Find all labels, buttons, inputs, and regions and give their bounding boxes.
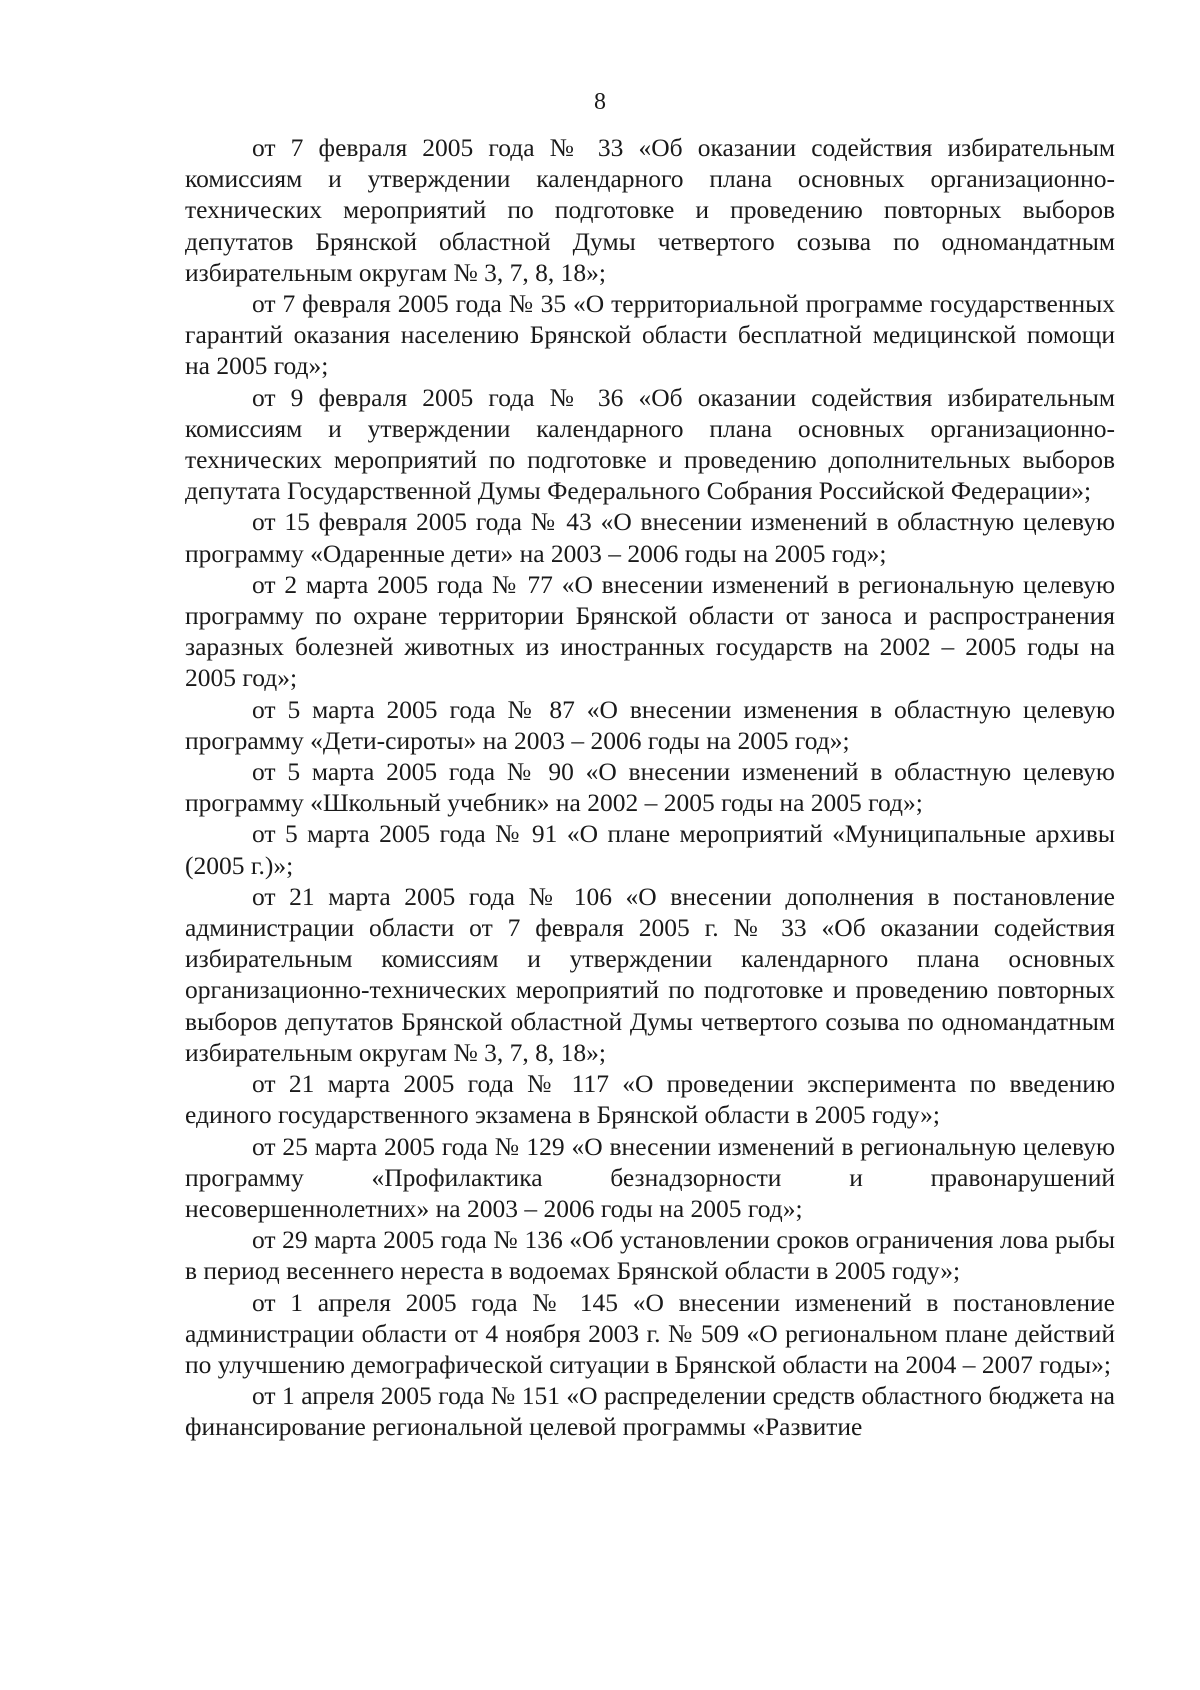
paragraph-resolution: от 1 апреля 2005 года № 151 «О распределении средств областного бюджета на финансирование региональной целевой программы «Развитие (185, 1381, 1115, 1442)
paragraph-resolution: от 25 марта 2005 года № 129 «О внесении изменений в региональную целевую программу «Профилактика безнадзорности и правонарушений несовершеннолетних» на 2003 – 2006 годы на 2005 год»; (185, 1131, 1115, 1223)
paragraph-resolution: от 21 марта 2005 года № 117 «О проведении эксперимента по введению единого государственного экзамена в Брянской области в 2005 году»; (185, 1069, 1115, 1130)
paragraph-resolution: от 5 марта 2005 года № 91 «О плане мероприятий «Муниципальные архивы (2005 г.)»; (185, 819, 1115, 880)
paragraph-resolution: от 15 февраля 2005 года № 43 «О внесении изменений в областную целевую программу «Одаренные дети» на 2003 – 2006 годы на 2005 год»; (185, 507, 1115, 568)
paragraph-resolution: от 7 февраля 2005 года № 33 «Об оказании содействия избирательным комиссиям и утверждении календарного плана основных организационно-технических мероприятий по подготовке и проведению повторных выборов депутатов Брянской областной Думы четвертого созыва по одномандатным избирательным округам № 3, 7, 8, 18»; (185, 133, 1115, 287)
page-number: 8 (594, 89, 606, 115)
paragraph-resolution: от 2 марта 2005 года № 77 «О внесении изменений в региональную целевую программу по охране территории Брянской области от заноса и распространения заразных болезней животных из иностранных государств на 2002 – 2005 годы на 2005 год»; (185, 569, 1115, 693)
document-body (185, 132, 1115, 1443)
paragraph-resolution: от 1 апреля 2005 года № 145 «О внесении изменений в постановление администрации области от 4 ноября 2003 г. № 509 «О региональном плане действий по улучшению демографической ситуации в Брянской области на 2004 – 2007 годы»; (185, 1287, 1115, 1379)
paragraph-resolution: от 5 марта 2005 года № 87 «О внесении изменения в областную целевую программу «Дети-сироты» на 2003 – 2006 годы на 2005 год»; (185, 694, 1115, 755)
paragraph-resolution: от 7 февраля 2005 года № 35 «О территориальной программе государственных гарантий оказания населению Брянской области бесплатной медицинской помощи на 2005 год»; (185, 289, 1115, 381)
paragraph-resolution: от 29 марта 2005 года № 136 «Об установлении сроков ограничения лова рыбы в период весеннего нереста в водоемах Брянской области в 2005 году»; (185, 1225, 1115, 1286)
paragraph-resolution: от 5 марта 2005 года № 90 «О внесении изменений в областную целевую программу «Школьный учебник» на 2002 – 2005 годы на 2005 год»; (185, 757, 1115, 818)
paragraph-resolution: от 9 февраля 2005 года № 36 «Об оказании содействия избирательным комиссиям и утверждении календарного плана основных организационно-технических мероприятий по подготовке и проведению дополнительных выборов депутата Государственной Думы Федерального Собрания Российской Федерации»; (185, 382, 1115, 506)
paragraph-resolution: от 21 марта 2005 года № 106 «О внесении дополнения в постановление администрации области от 7 февраля 2005 г. № 33 «Об оказании содействия избирательным комиссиям и утверждении календарного плана основных организационно-технических мероприятий по подготовке и проведению повторных выборов депутатов Брянской областной Думы четвертого созыва по одномандатным избирательным округам № 3, 7, 8, 18»; (185, 881, 1115, 1067)
